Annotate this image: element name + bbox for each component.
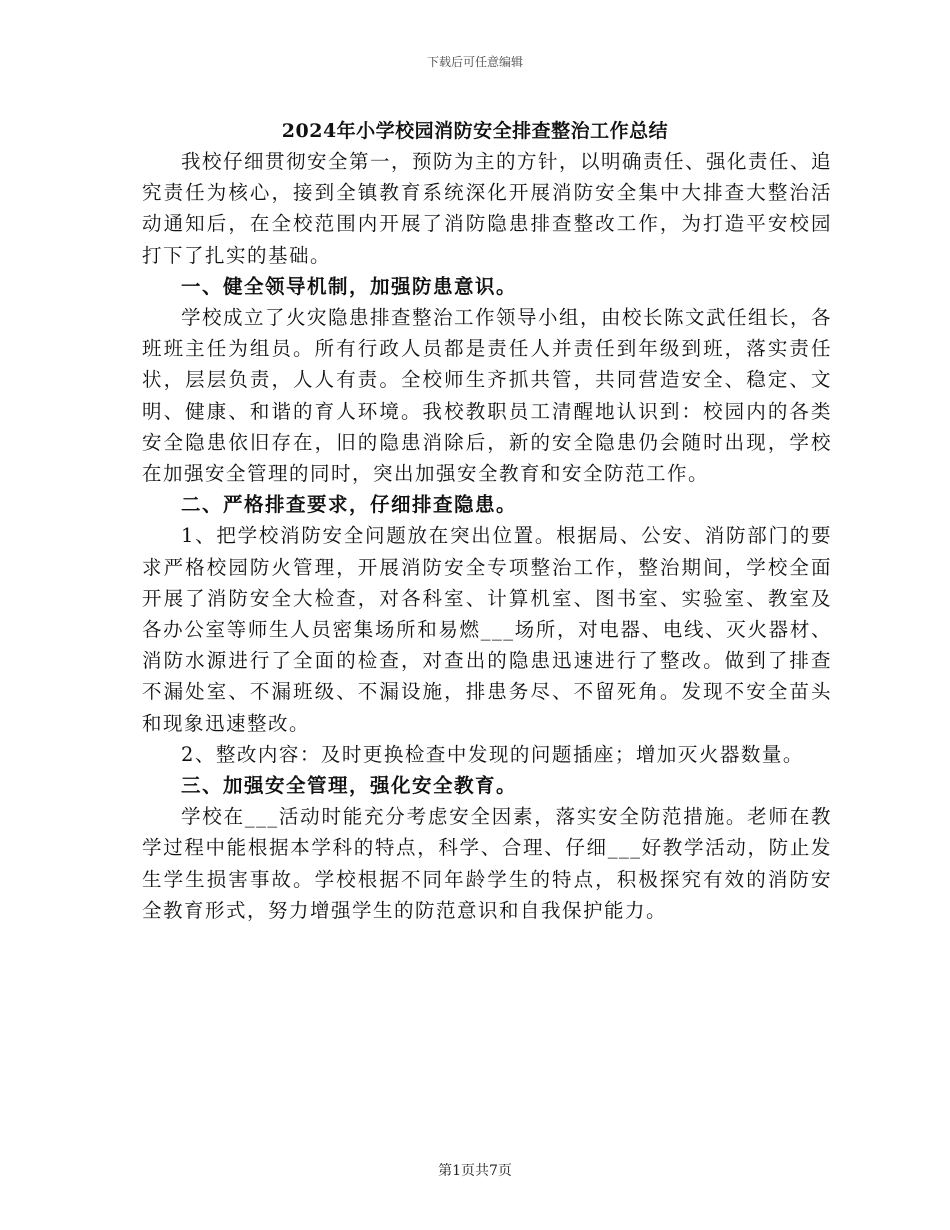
section-2-item-2: 2、整改内容：及时更换检查中发现的问题插座；增加灭火器数量。 — [181, 742, 804, 766]
section-heading-3: 三、加强安全管理，强化安全教育。 — [181, 774, 518, 798]
section-2-item-1: 1、把学校消防安全问题放在突出位置。根据局、公安、消防部门的要求严格校园防火管理，开展消防安全专项整治工作，整治期间，学校全面开展了消防安全大检查，对各科室、计算机室、图书室、实验室、教室及各办公室等师生人员密集场所和易燃___场所，对电器、电线、灭火器材、消防水源进行了全面的检查，对查出的隐患迅速进行了整改。做到了排查不漏处室、不漏班级、不漏设施，排患务尽、不留死角。发现不安全苗头和现象迅速整改。 — [142, 524, 832, 735]
section-heading-2: 二、严格排查要求，仔细排查隐患。 — [181, 493, 518, 517]
section-heading-1: 一、健全领导机制，加强防患意识。 — [181, 274, 518, 298]
page-number: 第1页共7页 — [438, 1163, 512, 1179]
document-title: 2024年小学校园消防安全排查整治工作总结 — [281, 120, 669, 142]
page-header-note: 下载后可任意编辑 — [426, 55, 523, 69]
document-body — [142, 146, 832, 926]
intro-paragraph: 我校仔细贯彻安全第一，预防为主的方针，以明确责任、强化责任、追究责任为核心，接到全镇教育系统深化开展消防安全集中大排查大整治活动通知后，在全校范围内开展了消防隐患排查整改工作，为打造平安校园打下了扎实的基础。 — [142, 150, 833, 267]
section-3-paragraph: 学校在___活动时能充分考虑安全因素，落实安全防范措施。老师在教学过程中能根据本学科的特点，科学、合理、仔细___好教学活动，防止发生学生损害事故。学校根据不同年龄学生的特点，积极探究有效的消防安全教育形式，努力增强学生的防范意识和自我保护能力。 — [142, 805, 832, 922]
section-1-paragraph: 学校成立了火灾隐患排查整治工作领导小组，由校长陈文武任组长，各班班主任为组员。所有行政人员都是责任人并责任到年级到班，落实责任状，层层负责，人人有责。全校师生齐抓共管，共同营造安全、稳定、文明、健康、和谐的育人环境。我校教职员工清醒地认识到：校园内的各类安全隐患依旧存在，旧的隐患消除后，新的安全隐患仍会随时出现，学校在加强安全管理的同时，突出加强安全教育和安全防范工作。 — [142, 306, 833, 486]
